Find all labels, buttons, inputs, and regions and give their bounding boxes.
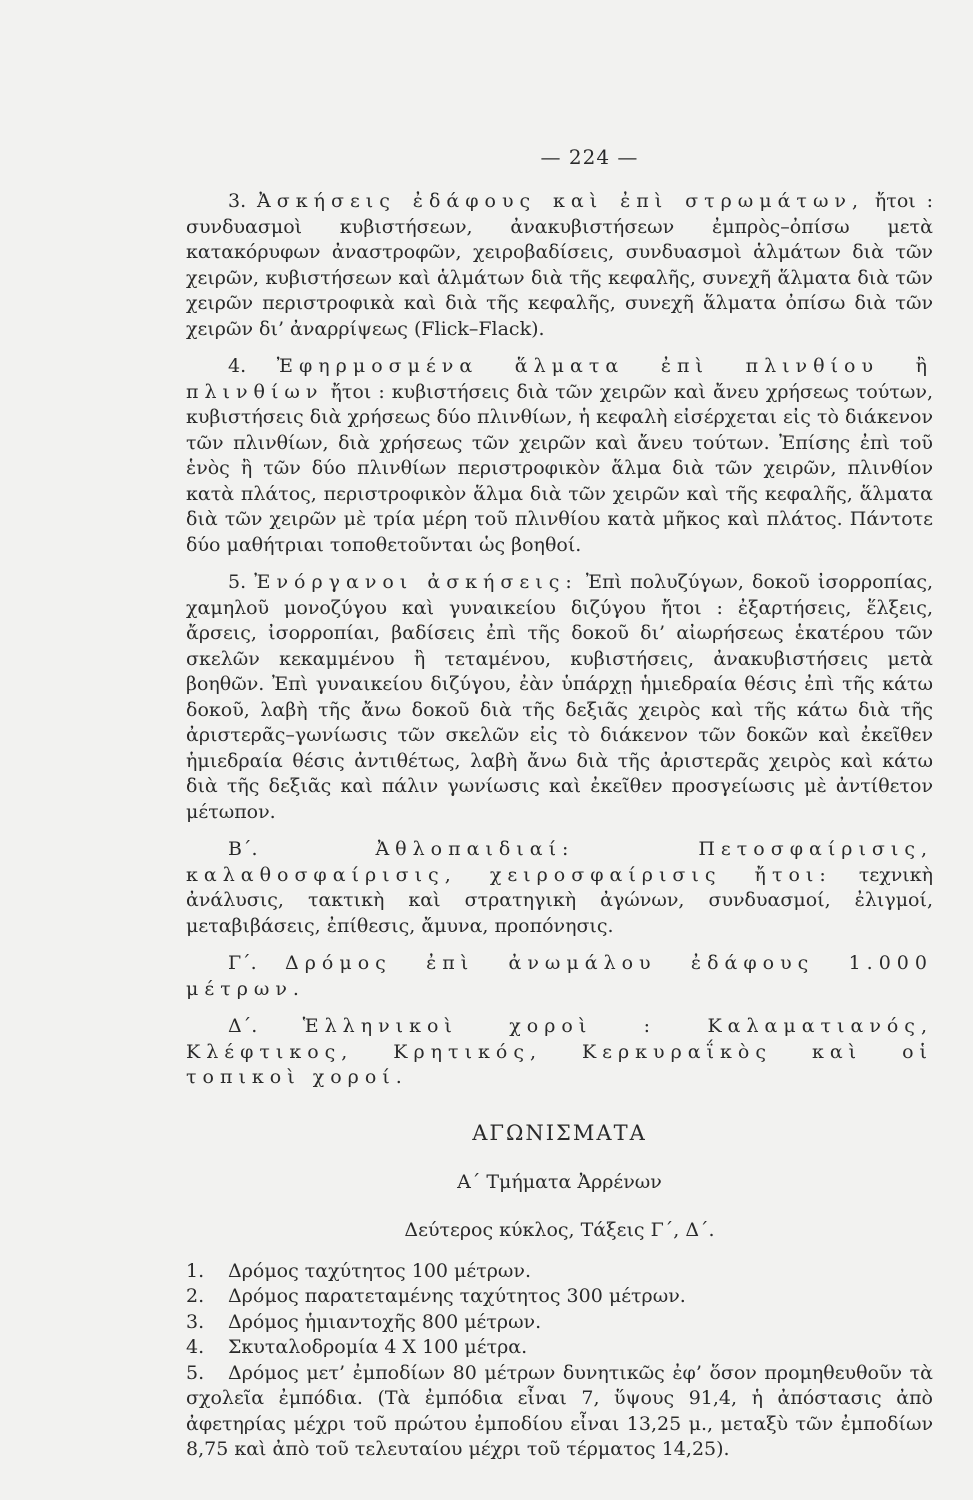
list-item	[186, 1310, 933, 1336]
paragraph-5	[186, 570, 933, 825]
item-title: Ἀσκήσεις ἐδάφους καὶ ἐπὶ στρωμάτων,	[257, 190, 865, 212]
list-item-text: Δρόμος μετ’ ἐμποδίων 80 μέτρων δυνητικῶς ἐφ’ ὅσον προμηθευθοῦν τὰ σχολεῖα ἐμπόδια. (Τὰ ἐμπόδια εἶναι 7, ὕψους 91,4, ἡ ἀπόστασις ἀπὸ ἀφετηρίας μέχρι τοῦ πρώτου ἐμποδίου εἶναι 13,25 μ., μεταξὺ τῶν ἐμποδίων 8,75 καὶ ἀπὸ τοῦ τελευταίου μέχρι τοῦ τέρματος 14,25).	[186, 1361, 933, 1460]
item-title: Ἐνόργανοι ἀσκήσεις:	[254, 571, 578, 593]
subheading-boys: Α΄ Τμήματα Ἀρρένων	[457, 1170, 662, 1193]
list-item-number: 2.	[186, 1285, 205, 1307]
paragraph-3	[186, 189, 933, 342]
item-text: ἤτοι : συνδυασμοὶ κυβιστήσεων, ἀνακυβιστήσεων ἐμπρὸς–ὀπίσω μετὰ κατακόρυφων ἀναστροφῶν, χειροβαδίσεις, συνδυασμοὶ ἁλμάτων διὰ τῶν χειρῶν, κυβιστήσεων καὶ ἁλμάτων διὰ τῆς κεφαλῆς, συνεχῆ ἅλματα διὰ τῶν χειρῶν περιστροφικὰ καὶ διὰ τῆς κεφαλῆς, συνεχῆ ἅλματα ὀπίσω διὰ τῶν χειρῶν δι’ ἀναρρίψεως (Flick–Flack).	[186, 190, 933, 340]
list-item-number: 5.	[186, 1361, 205, 1384]
list-item-number: 3.	[186, 1310, 205, 1333]
list-item-text: Δρόμος παρατεταμένης ταχύτητος 300 μέτρων.	[228, 1285, 686, 1307]
item-title: Ἑλληνικοὶ χοροὶ : Καλαματιανός, Κλέφτικος, Κρητικός, Κερκυραΐκὸς καὶ οἱ τοπικοὶ χοροί.	[186, 1015, 933, 1088]
list-item-number: 1.	[186, 1259, 205, 1282]
item-number: Γ΄.	[228, 952, 257, 974]
list-item-number: 4.	[186, 1336, 205, 1358]
item-text: τεχνικὴ ἀνάλυσις, τακτικὴ καὶ στρατηγικὴ ἀγώνων, συνδυασμοί, ἐλιγμοί, μεταβιβάσεις, ἐπίθεσις, ἄμυνα, προπόνησις.	[186, 863, 933, 937]
list-item	[186, 1284, 933, 1310]
list-item-text: Σκυταλοδρομία 4 X 100 μέτρα.	[228, 1336, 528, 1358]
paragraph-b	[186, 837, 933, 939]
item-number: 4.	[228, 355, 247, 377]
item-title: Ἀθλοπαιδιαί: Πετοσφαίρισις, καλαθοσφαίρισις, χειροσφαίρισις ἤτοι:	[186, 838, 933, 886]
paragraph-d	[186, 1014, 933, 1091]
list-item-text: Δρόμος ἡμιαντοχῆς 800 μέτρων.	[228, 1310, 542, 1333]
events-list	[186, 1259, 933, 1463]
list-item	[186, 1335, 933, 1361]
item-number: 3.	[228, 190, 247, 212]
list-item-text: Δρόμος ταχύτητος 100 μέτρων.	[228, 1259, 531, 1282]
item-text: ἤτοι : κυβιστήσεις διὰ τῶν χειρῶν καὶ ἄνευ χρήσεως τούτων, κυβιστήσεις διὰ χρήσεως δύο πλινθίων, ἡ κεφαλὴ εἰσέρχεται εἰς τὸ διάκενον τῶν πλινθίων, διὰ χρήσεως τῶν χειρῶν καὶ ἄνευ τούτων. Ἐπίσης ἐπὶ τοῦ ἑνὸς ἢ τῶν δύο πλινθίων περιστροφικὸν ἅλμα διὰ τῶν χειρῶν, πλινθίον κατὰ πλάτος, περιστροφικὸν ἅλμα διὰ τῶν χειρῶν καὶ τῆς κεφαλῆς, ἅλματα διὰ τῶν χειρῶν μὲ τρία μέρη τοῦ πλινθίου κατὰ μῆκος καὶ πλάτος. Πάντοτε δύο μαθήτριαι τοποθετοῦνται ὡς βοηθοί.	[186, 380, 934, 556]
page-number: — 224 —	[540, 145, 639, 169]
list-item	[186, 1259, 933, 1285]
section-heading: ΑΓΩΝΙΣΜΑΤΑ	[472, 1120, 647, 1145]
subheading-cycle: Δεύτερος κύκλος, Τάξεις Γ΄, Δ΄.	[404, 1218, 715, 1241]
item-text: Ἐπὶ πολυζύγων, δοκοῦ ἰσορροπίας, χαμηλοῦ μονοζύγου καὶ γυναικείου διζύγου ἤτοι : ἐξαρτήσεις, ἕλξεις, ἄρσεις, ἰσορροπίαι, βαδίσεις ἐπὶ τῆς δοκοῦ δι’ αἰωρήσεως ἑκατέρου τῶν σκελῶν κεκαμμένου ἢ τεταμένου, κυβιστήσεις, ἀνακυβιστήσεις μετὰ βοηθῶν. Ἐπὶ γυναικείου διζύγου, ἐὰν ὑπάρχῃ ἡμιεδραία θέσις ἐπὶ τῆς κάτω δοκοῦ, λαβὴ τῆς ἄνω δοκοῦ διὰ τῆς δεξιᾶς χειρὸς καὶ τῆς κάτω διὰ τῆς ἀριστερᾶς–γωνίωσις τῶν σκελῶν εἰς τὸ διάκενον τῶν δοκῶν καὶ ἐκεῖθεν ἡμιεδραία θέσις ἀντιθέτως, λαβὴ ἄνω διὰ τῆς ἀριστερᾶς χειρὸς καὶ κάτω διὰ τῆς δεξιᾶς καὶ πάλιν γωνίωσις καὶ ἐκεῖθεν προσγείωσις μὲ ἀντίθετον μέτωπον.	[186, 571, 933, 823]
item-number: 5.	[228, 571, 247, 593]
item-title: Δρόμος ἐπὶ ἀνωμάλου ἐδάφους 1.000 μέτρων.	[186, 952, 933, 1000]
paragraph-4	[186, 354, 933, 558]
list-item	[186, 1361, 933, 1463]
item-number: Β΄.	[228, 838, 258, 860]
item-number: Δ΄.	[228, 1015, 258, 1037]
item-title: Ἐφηρμοσμένα ἅλματα ἐπὶ πλινθίου ἢ πλινθίων	[186, 355, 933, 403]
paragraph-g	[186, 951, 933, 1002]
